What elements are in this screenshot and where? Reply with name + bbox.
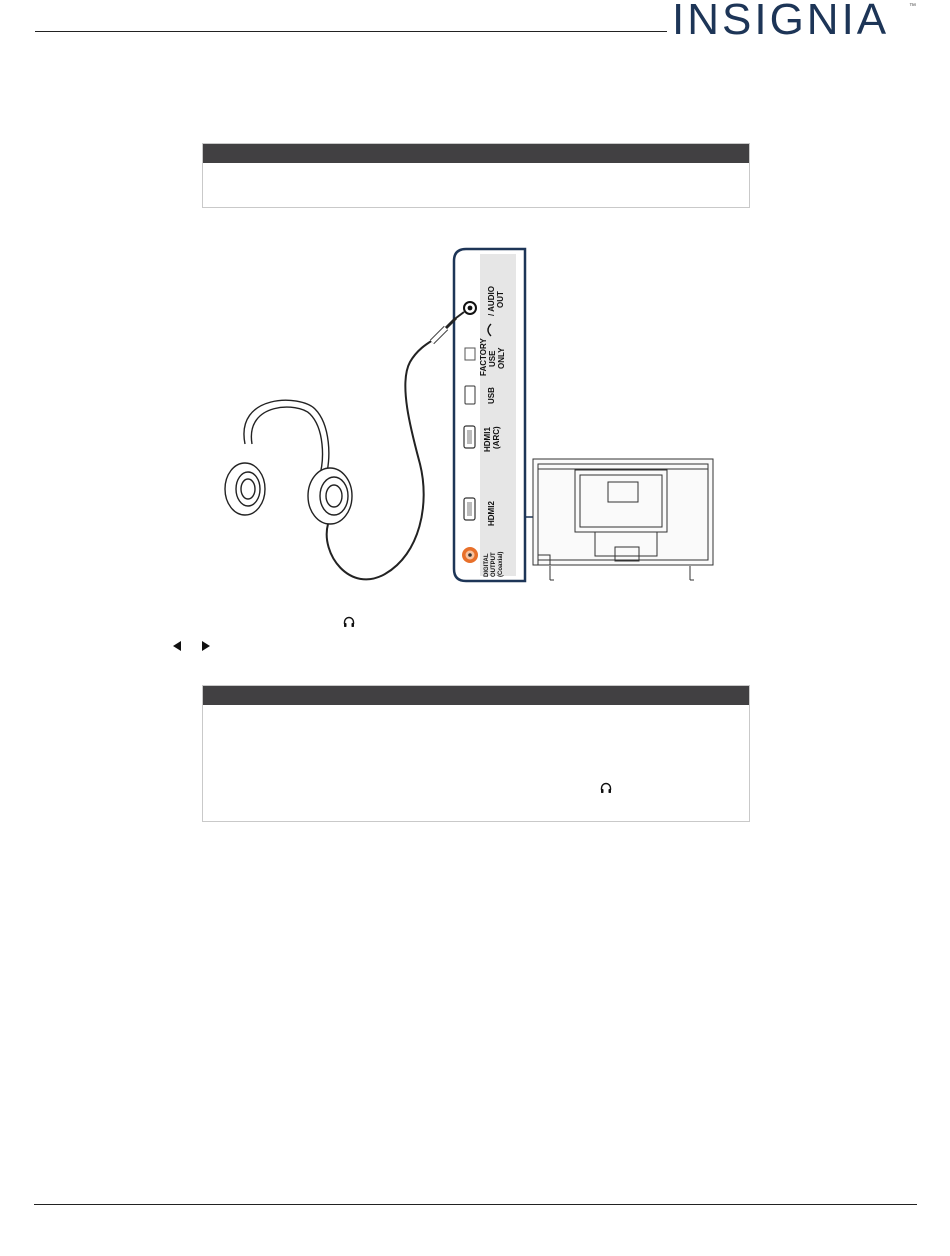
headphone-icon-note xyxy=(600,782,612,794)
note-header-bar-bottom xyxy=(203,686,749,705)
brand-logo: INSIGNIA xyxy=(672,0,890,44)
label-digital-3: (Coaxial) xyxy=(498,551,504,577)
right-arrow-icon xyxy=(202,641,211,651)
header-rule xyxy=(35,31,667,32)
note-box-bottom xyxy=(202,685,750,822)
label-hdmi1-arc: (ARC) xyxy=(492,426,501,449)
factory-port xyxy=(465,348,475,360)
label-factory-3: ONLY xyxy=(497,347,506,369)
label-audio-out-2: OUT xyxy=(496,291,505,308)
note-body xyxy=(203,163,749,175)
label-usb: USB xyxy=(487,387,496,404)
label-digital-1: DIGITAL xyxy=(484,553,490,577)
note-body-bottom xyxy=(203,705,749,717)
label-audio-out: / AUDIO xyxy=(487,286,496,316)
footer-rule xyxy=(34,1204,917,1205)
note-header-bar xyxy=(203,144,749,163)
headphones-illustration xyxy=(225,312,464,579)
label-hdmi1: HDMI1 xyxy=(483,427,492,452)
note-box-top xyxy=(202,143,750,208)
headphone-icon xyxy=(343,616,355,628)
port-panel xyxy=(454,249,525,581)
label-factory-2: USE xyxy=(488,350,497,367)
label-digital-2: OUTPUT xyxy=(491,552,497,577)
label-hdmi2: HDMI2 xyxy=(487,501,496,526)
label-factory-1: FACTORY xyxy=(479,338,488,376)
trademark-mark: ™ xyxy=(909,3,916,10)
headphone-connection-figure xyxy=(220,244,720,590)
tv-back-illustration xyxy=(533,459,713,580)
left-arrow-icon xyxy=(173,641,182,651)
usb-port xyxy=(465,386,475,404)
